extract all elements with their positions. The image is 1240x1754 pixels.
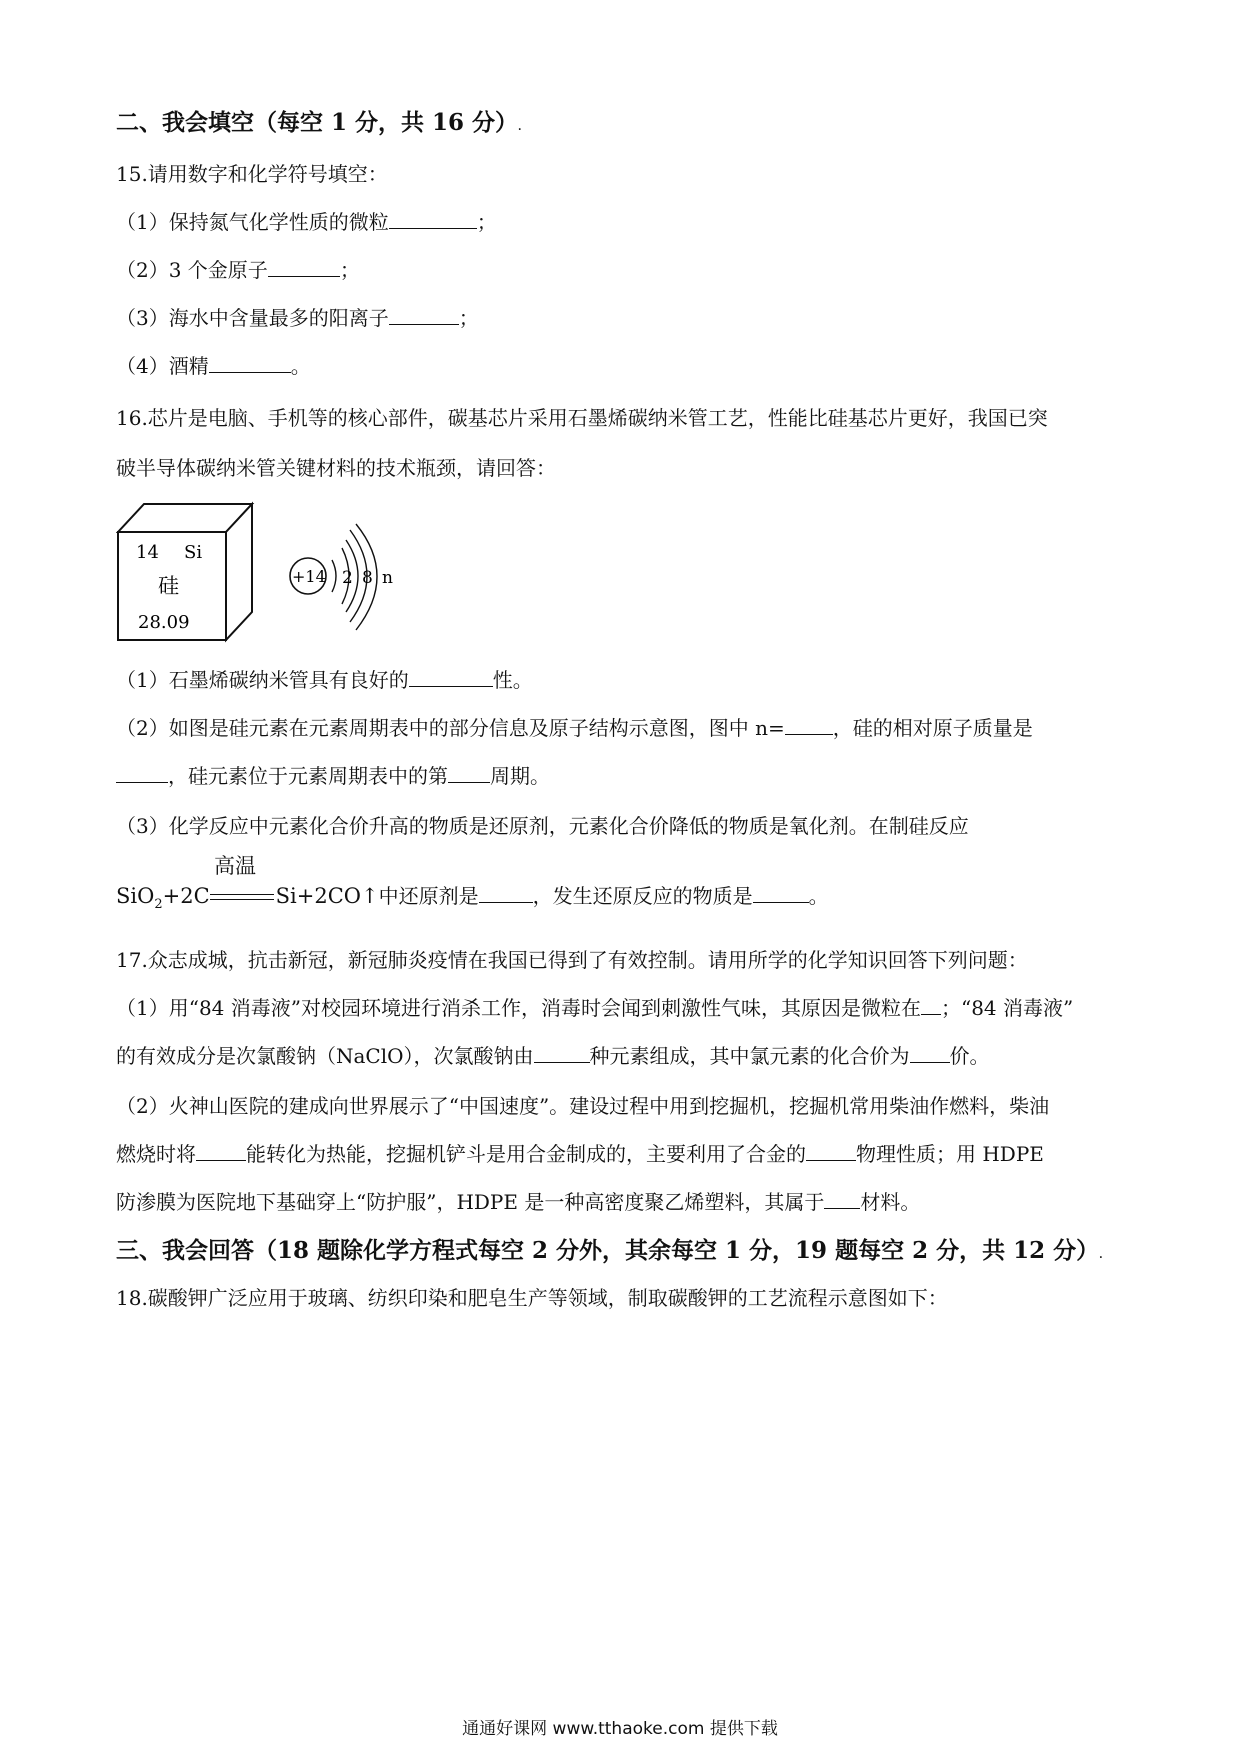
q17-part2-c: 物理性质；用 HDPE [856, 1142, 1044, 1166]
q17-part1-d: 种元素组成，其中氯元素的化合价为 [589, 1044, 910, 1068]
q15-part2-label: （2）3 个金原子 [116, 258, 268, 282]
element-symbol: Si [184, 542, 203, 563]
q17-elements-blank[interactable] [534, 1044, 590, 1063]
eq-text-b: ，发生还原反应的物质是 [532, 884, 753, 908]
q16-part2-a: （2）如图是硅元素在元素周期表中的部分信息及原子结构示意图，图中 n= [116, 716, 785, 740]
equation-line [116, 880, 829, 912]
section-2-heading [116, 104, 522, 137]
eq-text-a: 中还原剂是 [378, 884, 479, 908]
q15-part4-blank[interactable] [209, 354, 291, 373]
q16-part1-b: 性。 [492, 668, 533, 692]
q15-part3-end: ； [458, 306, 479, 330]
q17-part1-b: ；“84 消毒液” [940, 996, 1074, 1020]
eq-text-c: 。 [808, 884, 829, 908]
q16-part2-c: ，硅元素位于元素周期表中的第 [168, 764, 448, 788]
q17-part2-line1: （2）火神山医院的建成向世界展示了“中国速度”。建设过程中用到挖掘机，挖掘机常用柴油作燃料，柴油 [116, 1094, 1050, 1118]
q18-stem: 18.碳酸钾广泛应用于玻璃、纺织印染和肥皂生产等领域，制取碳酸钾的工艺流程示意图如下： [116, 1286, 948, 1310]
section-3-heading [116, 1232, 1103, 1265]
nucleus-charge: +14 [292, 567, 326, 586]
q16-part1-blank[interactable] [409, 668, 493, 687]
q16-part1 [116, 664, 533, 693]
q15-part4-end: 。 [290, 354, 311, 378]
q17-particle-blank[interactable] [921, 996, 941, 1015]
q15-part4-label: （4）酒精 [116, 354, 209, 378]
q17-stem: 17.众志成城，抗击新冠，新冠肺炎疫情在我国已得到了有效控制。请用所学的化学知识回答下列问题： [116, 948, 1028, 972]
section-3-dot: . [1099, 1250, 1103, 1261]
element-name: 硅 [158, 574, 179, 598]
q16-n-blank[interactable] [785, 716, 833, 735]
shell-2-electrons: 8 [362, 568, 373, 588]
q16-part2-b: ，硅的相对原子质量是 [832, 716, 1033, 740]
reduced-substance-blank[interactable] [753, 884, 809, 903]
q17-part2-b: 能转化为热能，挖掘机铲斗是用合金制成的，主要利用了合金的 [246, 1142, 806, 1166]
q17-part2-a: 燃烧时将 [116, 1142, 196, 1166]
q15-part2 [116, 254, 360, 283]
page-footer: 通通好课网 www.tthaoke.com 提供下载 [462, 1719, 778, 1739]
section-2-title: 二、我会填空（每空 1 分，共 16 分） [116, 109, 519, 136]
q15-part3 [116, 302, 479, 331]
element-cube [118, 504, 252, 640]
reducing-agent-blank[interactable] [479, 884, 533, 903]
q16-part2-line2 [116, 760, 550, 789]
products: Si+2CO [275, 884, 361, 908]
q16-stem-line2: 破半导体碳纳米管关键材料的技术瓶颈，请回答： [116, 456, 556, 480]
q16-period-blank[interactable] [448, 764, 490, 783]
q15-part1-blank[interactable] [389, 210, 477, 229]
shell-1-electrons: 2 [342, 568, 353, 588]
q17-energy-blank[interactable] [196, 1142, 246, 1161]
q15-part1-end: ； [476, 210, 497, 234]
atom-structure-diagram [290, 524, 393, 630]
reactant-subscript: 2 [154, 897, 163, 913]
q17-property-blank[interactable] [806, 1142, 856, 1161]
q17-part1-c: 的有效成分是次氯酸钠（NaClO），次氯酸钠由 [116, 1044, 534, 1068]
element-number: 14 [136, 542, 159, 563]
reactant-sio: SiO [116, 884, 155, 908]
q16-part1-a: （1）石墨烯碳纳米管具有良好的 [116, 668, 409, 692]
q16-part2-line1 [116, 712, 1033, 741]
q15-part2-blank[interactable] [268, 258, 340, 277]
q15-part2-end: ； [339, 258, 360, 282]
reactant-carbon: +2C [162, 884, 210, 908]
q17-part1-line2 [116, 1040, 990, 1069]
q15-part3-blank[interactable] [389, 306, 459, 325]
q17-valence-blank[interactable] [910, 1044, 950, 1063]
q16-part2-d: 周期。 [490, 764, 550, 788]
q15-stem: 15.请用数字和化学符号填空： [116, 162, 388, 186]
q16-part3-line1: （3）化学反应中元素化合价升高的物质是还原剂，元素化合价降低的物质是氧化剂。在制硅反应 [116, 814, 969, 838]
element-mass: 28.09 [138, 612, 190, 633]
reaction-condition: 高温 [214, 854, 256, 878]
section-2-dot: . [518, 122, 522, 133]
q16-stem-line1: 16.芯片是电脑、手机等的核心部件，碳基芯片采用石墨烯碳纳米管工艺，性能比硅基芯片更好，我国已突 [116, 406, 1048, 430]
q17-part1-e: 价。 [949, 1044, 990, 1068]
q17-material-blank[interactable] [824, 1190, 860, 1209]
gas-arrow: ↑ [360, 884, 379, 908]
silicon-equation [116, 850, 1016, 913]
silicon-figure [116, 500, 416, 650]
q15-part1 [116, 206, 497, 235]
q15-part3-label: （3）海水中含量最多的阳离子 [116, 306, 389, 330]
q17-part2-d: 防渗膜为医院地下基础穿上“防护服”，HDPE 是一种高密度聚乙烯塑料，其属于 [116, 1190, 825, 1214]
q17-part2-line3 [116, 1186, 920, 1215]
q17-part2-e: 材料。 [860, 1190, 921, 1214]
shell-3-electrons: n [382, 568, 393, 588]
q17-part1-a: （1）用“84 消毒液”对校园环境进行消杀工作，消毒时会闻到刺激性气味，其原因是微粒在 [116, 996, 921, 1020]
q16-mass-blank[interactable] [116, 764, 168, 783]
q17-part2-line2 [116, 1138, 1044, 1167]
section-3-title: 三、我会回答（18 题除化学方程式每空 2 分外，其余每空 1 分，19 题每空 2 分，共 12 分） [116, 1237, 1100, 1264]
q15-part4 [116, 350, 311, 379]
q15-part1-label: （1）保持氮气化学性质的微粒 [116, 210, 389, 234]
q17-part1-line1 [116, 992, 1073, 1021]
